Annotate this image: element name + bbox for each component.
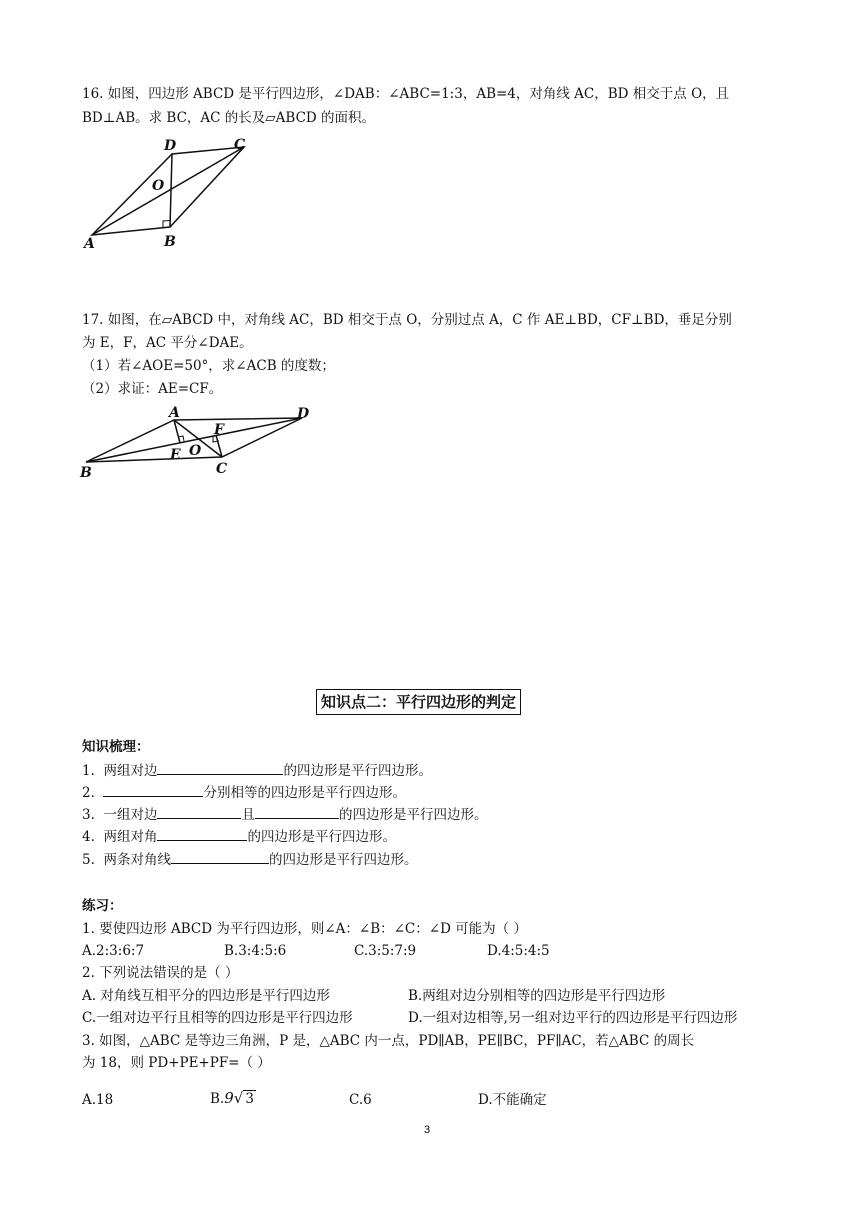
q17-label-a: A <box>169 405 180 421</box>
q17-part1: （1）若∠AOE=50°，求∠ACB 的度数； <box>82 358 335 374</box>
q16-diagonal-bd <box>170 154 172 227</box>
review-item-4: 4. 两组对角 的四边形是平行四边形。 <box>82 826 396 847</box>
practice-heading: 练习： <box>82 898 123 914</box>
practice-q3-option-a: A.18 <box>82 1092 114 1108</box>
q16-label-b: B <box>164 234 176 250</box>
practice-q1-option-c: C.3:5:7:9 <box>354 943 417 959</box>
q17-label-e: E <box>170 447 181 463</box>
q17-label-b: B <box>80 465 92 481</box>
q16-line2: BD⊥AB。求 BC，AC 的长及▱ABCD 的面积。 <box>82 110 376 126</box>
blank-3b <box>255 804 339 819</box>
q17-line1: 17. 如图，在▱ABCD 中，对角线 AC，BD 相交于点 O，分别过点 A，C 作 AE⊥BD，CF⊥BD，垂足分别 <box>82 312 732 328</box>
review-item-5: 5. 两条对角线 的四边形是平行四边形。 <box>82 849 417 870</box>
blank-2 <box>103 782 203 797</box>
q16-label-c: C <box>234 137 246 153</box>
practice-q3-option-c: C.6 <box>349 1092 372 1108</box>
blank-4 <box>157 826 247 841</box>
q17-label-c: C <box>216 461 228 477</box>
practice-q2-option-b: B.两组对边分别相等的四边形是平行四边形 <box>408 988 666 1004</box>
q17-line2: 为 E，F，AC 平分∠DAE。 <box>82 335 253 351</box>
page-number: 3 <box>424 1124 431 1136</box>
practice-q2-option-a: A. 对角线互相平分的四边形是平行四边形 <box>82 988 330 1004</box>
q17-label-d: D <box>297 406 310 422</box>
review-item-1: 1. 两组对边 的四边形是平行四边形。 <box>82 760 432 781</box>
blank-1 <box>157 760 283 775</box>
practice-q1-option-b: B.3:4:5:6 <box>224 943 287 959</box>
q17-label-o: O <box>189 443 202 459</box>
practice-q3-option-d: D.不能确定 <box>478 1092 547 1108</box>
review-item-3: 3. 一组对边 且 的四边形是平行四边形。 <box>82 804 487 825</box>
q17-figure <box>76 404 326 484</box>
blank-5 <box>171 849 269 864</box>
blank-3a <box>157 804 241 819</box>
q16-label-a: A <box>84 236 95 252</box>
practice-q1-option-a: A.2:3:6:7 <box>82 943 145 959</box>
review-item-2: 2. 分别相等的四边形是平行四边形。 <box>82 782 406 803</box>
practice-q2-option-d: D.一组对边相等,另一组对边平行的四边形是平行四边形 <box>408 1010 738 1026</box>
q16-diagonal-ac <box>92 147 244 235</box>
q16-figure <box>80 134 260 254</box>
q16-label-d: D <box>164 138 177 154</box>
q17-part2: （2）求证：AE=CF。 <box>82 381 223 397</box>
practice-q3-line1: 3. 如图，△ABC 是等边三角洲，P 是，△ABC 内一点，PD∥AB，PE∥BC，PF∥AC，若△ABC 的周长 <box>82 1033 695 1049</box>
section-title: 知识点二：平行四边形的判定 <box>316 689 521 715</box>
q17-label-f: F <box>214 422 224 438</box>
q16-line1: 16. 如图，四边形 ABCD 是平行四边形，∠DAB：∠ABC=1:3，AB=4，对角线 AC，BD 相交于点 O，且 <box>82 86 730 102</box>
review-heading: 知识梳理： <box>82 739 150 755</box>
practice-q2-option-c: C.一组对边平行且相等的四边形是平行四边形 <box>82 1010 353 1026</box>
practice-q2-stem: 2. 下列说法错误的是（ ） <box>82 965 239 981</box>
radicand: 3 <box>245 1091 254 1107</box>
practice-q1-stem: 1. 要使四边形 ABCD 为平行四边形，则∠A：∠B：∠C：∠D 可能为（ ） <box>82 921 527 937</box>
practice-q1-option-d: D.4:5:4:5 <box>487 943 550 959</box>
practice-q3-option-b: B.9√ 3 <box>210 1089 254 1107</box>
practice-q3-line2: 为 18，则 PD+PE+PF=（ ） <box>82 1055 271 1071</box>
q16-label-o: O <box>152 178 165 194</box>
